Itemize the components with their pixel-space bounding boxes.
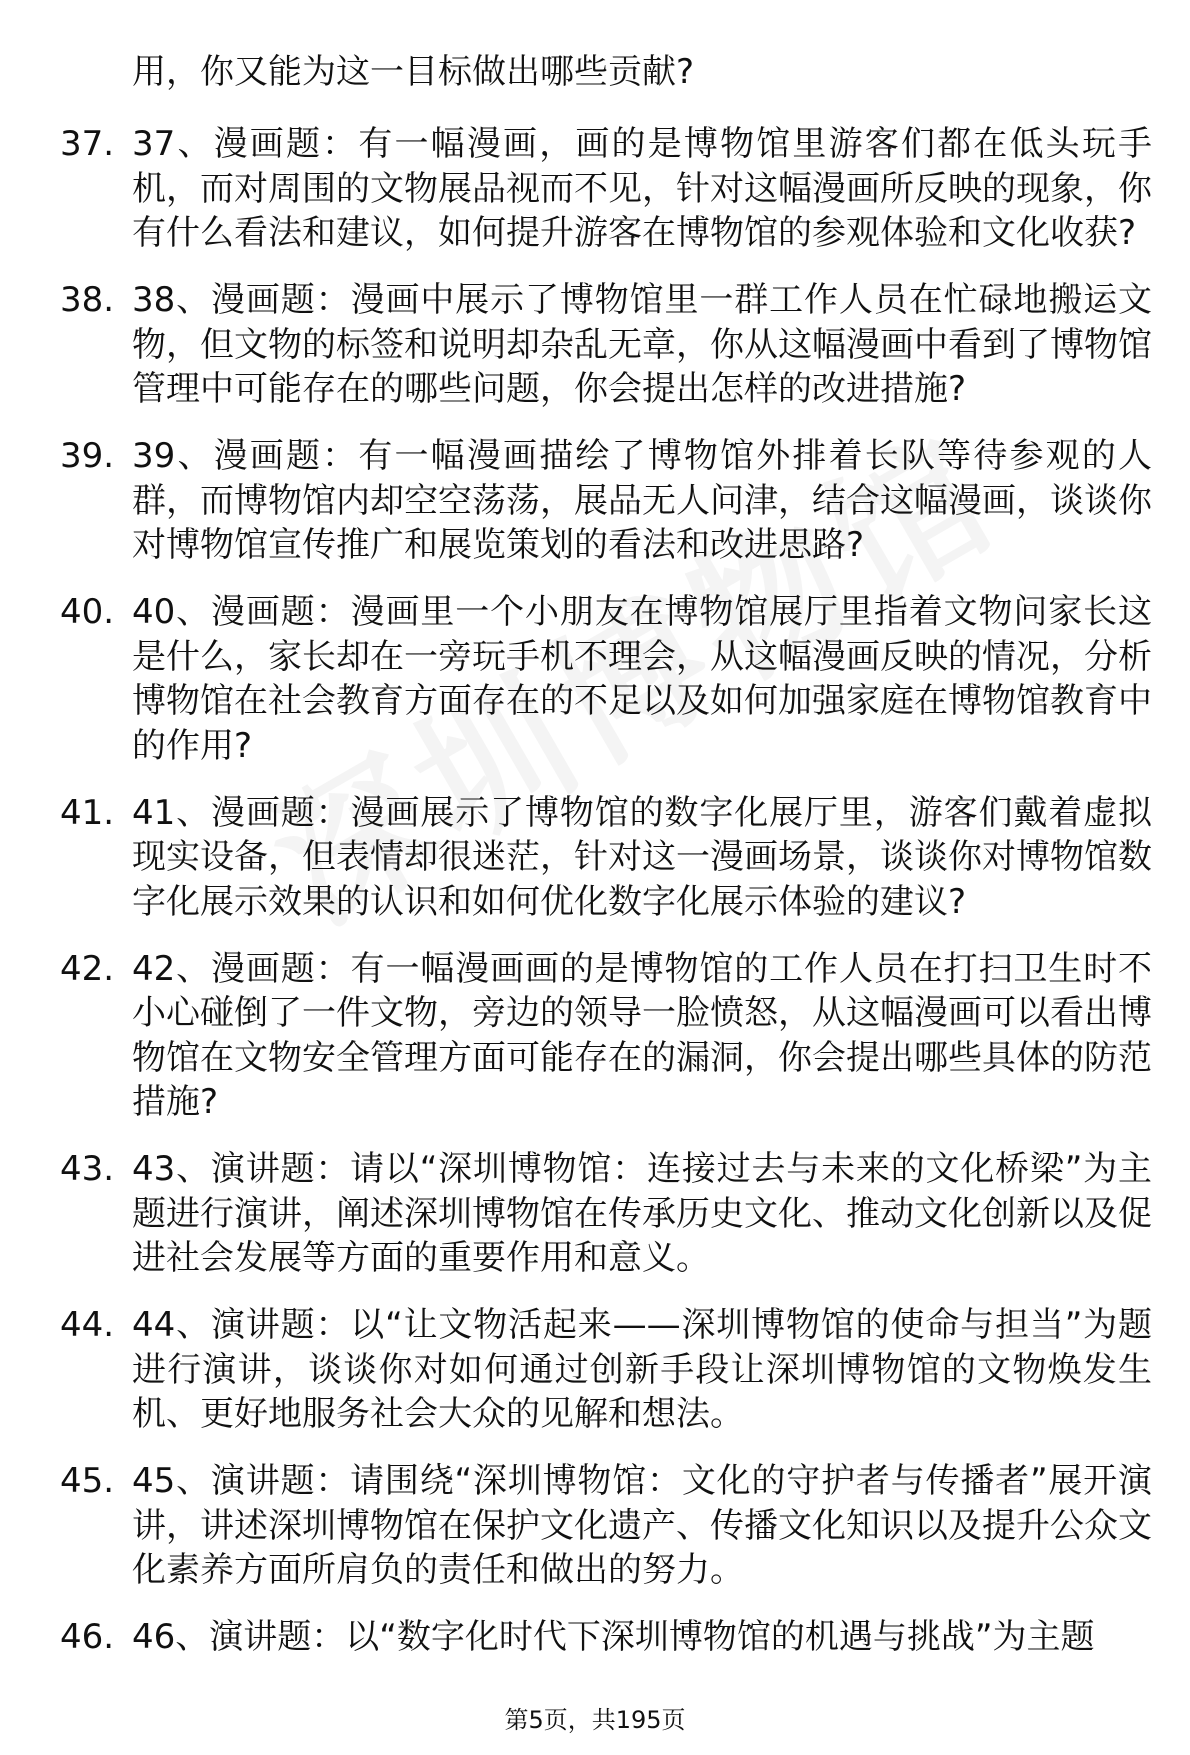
item-number: 45. (60, 1461, 115, 1501)
item-number: 39. (60, 436, 115, 476)
list-item (0, 1459, 1190, 1593)
item-number: 43. (60, 1149, 115, 1189)
continuation-text: 用，你又能为这一目标做出哪些贡献? (132, 52, 695, 92)
list-item (0, 590, 1190, 768)
item-number: 38. (60, 280, 115, 320)
item-number: 37. (60, 124, 115, 164)
item-text: 42、漫画题：有一幅漫画画的是博物馆的工作人员在打扫卫生时不小心碰倒了一件文物，旁边的领导一脸愤怒，从这幅漫画可以看出博物馆在文物安全管理方面可能存在的漏洞，你会提出哪些具体的防范措施? (132, 948, 1152, 1122)
item-text: 38、漫画题：漫画中展示了博物馆里一群工作人员在忙碌地搬运文物，但文物的标签和说明却杂乱无章，你从这幅漫画中看到了博物馆管理中可能存在的哪些问题，你会提出怎样的改进措施? (132, 280, 1152, 409)
list-item (0, 791, 1190, 925)
item-text: 41、漫画题：漫画展示了博物馆的数字化展厅里，游客们戴着虚拟现实设备，但表情却很迷茫，针对这一漫画场景，谈谈你对博物馆数字化展示效果的认识和如何优化数字化展示体验的建议? (132, 792, 1152, 922)
list-item (0, 278, 1190, 412)
item-text: 44、演讲题：以“让文物活起来——深圳博物馆的使命与担当”为题进行演讲，谈谈你对如何通过创新手段让深圳博物馆的文物焕发生机、更好地服务社会大众的见解和想法。 (132, 1305, 1152, 1434)
list-item (0, 947, 1190, 1125)
question-list (0, 122, 1190, 1682)
item-number: 40. (60, 592, 115, 632)
item-text: 46、演讲题：以“数字化时代下深圳博物馆的机遇与挑战”为主题 (132, 1617, 1095, 1657)
list-item (0, 1147, 1190, 1281)
list-item (0, 1615, 1190, 1660)
item-text: 43、演讲题：请以“深圳博物馆：连接过去与未来的文化桥梁”为主题进行演讲，阐述深圳博物馆在传承历史文化、推动文化创新以及促进社会发展等方面的重要作用和意义。 (132, 1149, 1152, 1278)
item-text: 37、漫画题：有一幅漫画，画的是博物馆里游客们都在低头玩手机，而对周围的文物展品视而不见，针对这幅漫画所反映的现象，你有什么看法和建议，如何提升游客在博物馆的参观体验和文化收获? (132, 124, 1152, 253)
item-text: 39、漫画题：有一幅漫画描绘了博物馆外排着长队等待参观的人群，而博物馆内却空空荡荡，展品无人问津，结合这幅漫画，谈谈你对博物馆宣传推广和展览策划的看法和改进思路? (132, 436, 1152, 565)
item-number: 46. (60, 1617, 115, 1657)
list-item (0, 434, 1190, 568)
item-number: 41. (60, 792, 115, 833)
page-footer: 第5页，共195页 (504, 1706, 686, 1734)
item-text: 40、漫画题：漫画里一个小朋友在博物馆展厅里指着文物问家长这是什么，家长却在一旁玩手机不理会，从这幅漫画反映的情况，分析博物馆在社会教育方面存在的不足以及如何加强家庭在博物馆教育中的作用? (132, 592, 1152, 766)
list-item (0, 122, 1190, 256)
item-number: 44. (60, 1305, 115, 1345)
item-number: 42. (60, 948, 115, 989)
item-text: 45、演讲题：请围绕“深圳博物馆：文化的守护者与传播者”展开演讲，讲述深圳博物馆在保护文化遗产、传播文化知识以及提升公众文化素养方面所肩负的责任和做出的努力。 (132, 1461, 1152, 1590)
list-item (0, 1303, 1190, 1437)
